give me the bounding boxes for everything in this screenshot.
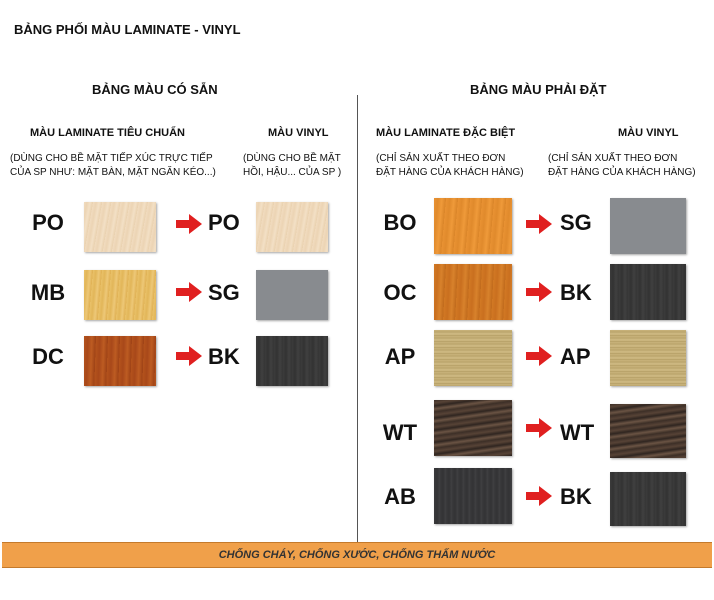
section-title-order: BẢNG MÀU PHẢI ĐẶT <box>470 82 607 97</box>
special-laminate-heading: MÀU LAMINATE ĐẶC BIỆT <box>376 127 516 139</box>
arrow-right-icon <box>176 214 202 234</box>
vinyl-note-right: (CHỈ SẢN XUẤT THEO ĐƠN ĐẶT HÀNG CỦA KHÁCH HÀNG) <box>548 153 696 178</box>
vinyl-code: SG <box>560 210 592 235</box>
arrow-right-icon <box>526 214 552 234</box>
page-title: BẢNG PHỐI MÀU LAMINATE - VINYL <box>14 22 241 37</box>
swatch-bo <box>434 198 512 254</box>
standard-laminate-heading: MÀU LAMINATE TIÊU CHUẨN <box>30 127 186 139</box>
footer-banner <box>2 542 712 568</box>
vinyl-note-left: (DÙNG CHO BỀ MẶT HỒI, HẬU... CỦA SP ) <box>243 153 342 178</box>
vinyl-code: SG <box>208 280 240 305</box>
swatch-ab <box>434 468 512 524</box>
laminate-code: BO <box>383 210 417 235</box>
arrow-right-icon <box>526 346 552 366</box>
swatch-wt <box>434 400 512 456</box>
swatch-ap <box>434 330 512 386</box>
swatch-po <box>84 202 156 252</box>
swatch-mb <box>84 270 156 320</box>
laminate-code: AP <box>384 344 416 369</box>
vinyl-code: AP <box>560 344 591 369</box>
vinyl-code: BK <box>208 344 240 369</box>
swatch-bk <box>610 472 686 526</box>
vinyl-code: BK <box>560 484 592 509</box>
laminate-code: OC <box>383 280 417 305</box>
footer-text: CHỐNG CHÁY, CHỐNG XƯỚC, CHỐNG THẤM NƯỚC <box>218 549 496 561</box>
arrow-right-icon <box>526 486 552 506</box>
swatch-ap-vinyl <box>610 330 686 386</box>
swatch-wt-vinyl <box>610 404 686 458</box>
laminate-code: WT <box>382 420 418 445</box>
vinyl-heading-right: MÀU VINYL <box>618 127 679 139</box>
laminate-code: AB <box>384 484 416 509</box>
laminate-code: MB <box>30 280 66 305</box>
swatch-bk <box>256 336 328 386</box>
column-divider <box>357 95 358 542</box>
special-laminate-note: (CHỈ SẢN XUẤT THEO ĐƠN ĐẶT HÀNG CỦA KHÁCH HÀNG) <box>376 153 524 178</box>
laminate-code: DC <box>32 344 64 369</box>
swatch-bk <box>610 264 686 320</box>
arrow-right-icon <box>526 418 552 438</box>
swatch-sg <box>610 198 686 254</box>
swatch-dc <box>84 336 156 386</box>
swatch-sg <box>256 270 328 320</box>
swatch-oc <box>434 264 512 320</box>
vinyl-code: PO <box>208 210 240 235</box>
arrow-right-icon <box>526 282 552 302</box>
standard-laminate-note: (DÙNG CHO BỀ MẶT TIẾP XÚC TRỰC TIẾP CỦA SP NHƯ: MẶT BÀN, MẶT NGĂN KÉO...) <box>10 153 216 178</box>
arrow-right-icon <box>176 346 202 366</box>
arrow-right-icon <box>176 282 202 302</box>
section-title-available: BẢNG MÀU CÓ SẴN <box>92 82 218 97</box>
swatch-po-vinyl <box>256 202 328 252</box>
vinyl-heading-left: MÀU VINYL <box>268 127 329 139</box>
vinyl-code: BK <box>560 280 592 305</box>
laminate-code: PO <box>32 210 64 235</box>
vinyl-code: WT <box>560 420 595 445</box>
